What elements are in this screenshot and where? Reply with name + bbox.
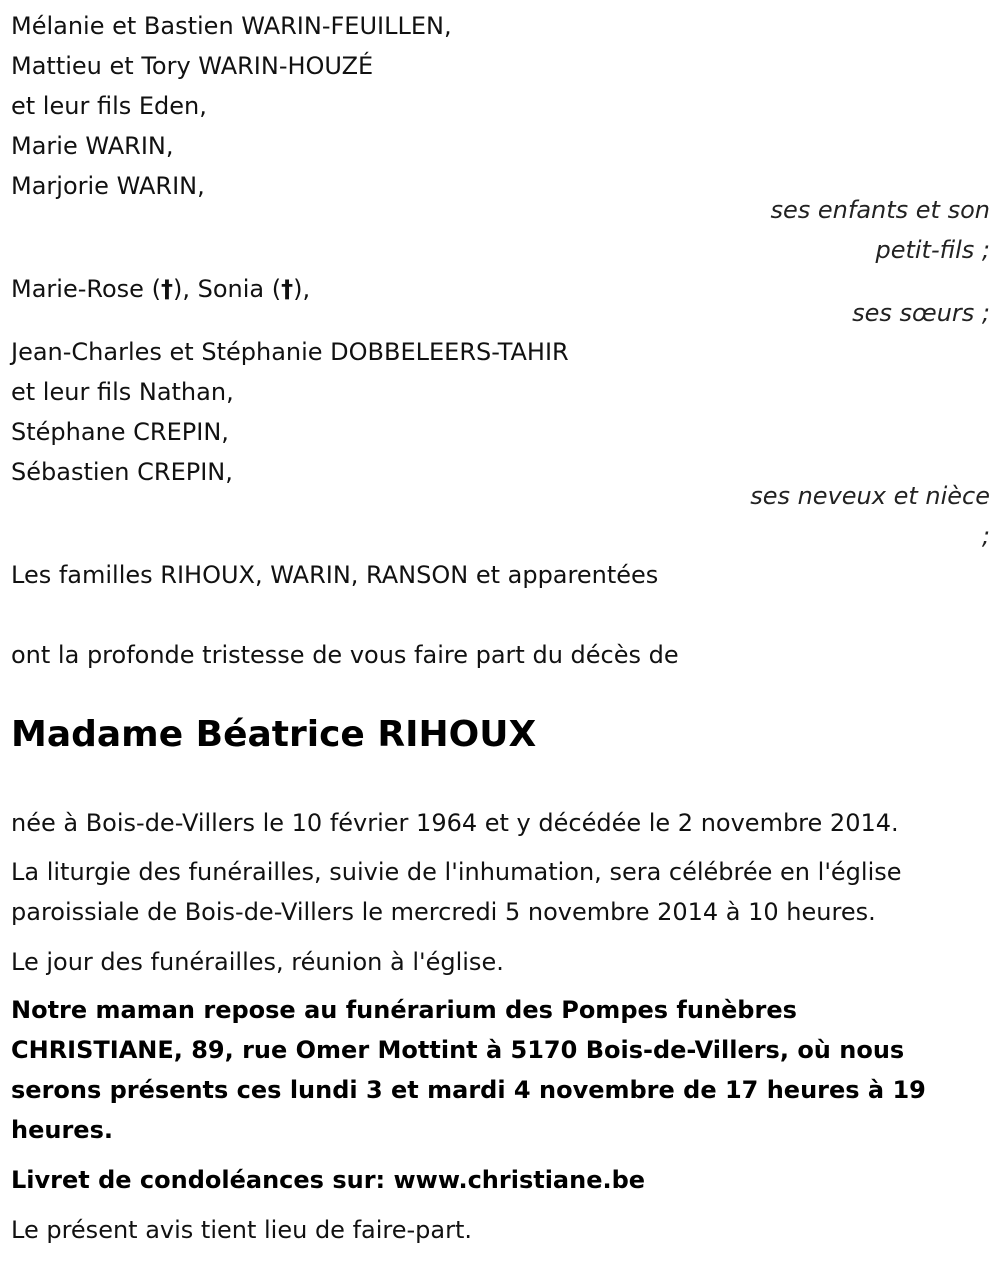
funeral-home-text: CHRISTIANE, 89, rue Omer Mottint à 5170 Bois-de-Villers, où nous <box>11 1036 905 1064</box>
family-line: et leur fils Nathan, <box>11 378 234 406</box>
family-line: Mélanie et Bastien WARIN-FEUILLEN, <box>11 12 452 40</box>
funeral-home-text: Notre maman repose au funérarium des Pompes funèbres <box>11 996 797 1024</box>
family-line: Mattieu et Tory WARIN-HOUZÉ <box>11 52 374 80</box>
cross-icon: † <box>160 275 173 303</box>
relation-label: ses enfants et son <box>770 196 990 224</box>
funeral-home-text: heures. <box>11 1116 113 1144</box>
notice-text: Le présent avis tient lieu de faire-part. <box>11 1216 473 1244</box>
deceased-name: Madame Béatrice RIHOUX <box>11 714 537 755</box>
meeting-text: Le jour des funérailles, réunion à l'église. <box>11 948 504 976</box>
liturgy-text: La liturgie des funérailles, suivie de l'inhumation, sera célébrée en l'église <box>11 858 902 886</box>
relation-label: ses sœurs ; <box>852 299 990 327</box>
family-line: et leur fils Eden, <box>11 92 207 120</box>
announcement-text: ont la profonde tristesse de vous faire part du décès de <box>11 641 679 669</box>
relation-label: ses neveux et nièce <box>750 482 990 510</box>
family-line: Marjorie WARIN, <box>11 172 205 200</box>
sisters-line: Marie-Rose (†), Sonia (†), <box>11 275 311 303</box>
funeral-home-text: serons présents ces lundi 3 et mardi 4 novembre de 17 heures à 19 <box>11 1076 926 1104</box>
condolences-text: Livret de condoléances sur: www.christiane.be <box>11 1166 646 1194</box>
sister-name: Marie-Rose <box>11 275 144 303</box>
liturgy-text: paroissiale de Bois-de-Villers le mercredi 5 novembre 2014 à 10 heures. <box>11 898 876 926</box>
cross-icon: † <box>281 275 294 303</box>
family-line: Stéphane CREPIN, <box>11 418 229 446</box>
family-line: Marie WARIN, <box>11 132 174 160</box>
family-line: Jean-Charles et Stéphanie DOBBELEERS-TAHIR <box>11 338 569 366</box>
families-line: Les familles RIHOUX, WARIN, RANSON et apparentées <box>11 561 659 589</box>
relation-label: ; <box>981 522 990 550</box>
sister-name: Sonia <box>197 275 265 303</box>
relation-label: petit-fils ; <box>875 236 990 264</box>
family-line: Sébastien CREPIN, <box>11 458 233 486</box>
birth-death-text: née à Bois-de-Villers le 10 février 1964 et y décédée le 2 novembre 2014. <box>11 809 899 837</box>
